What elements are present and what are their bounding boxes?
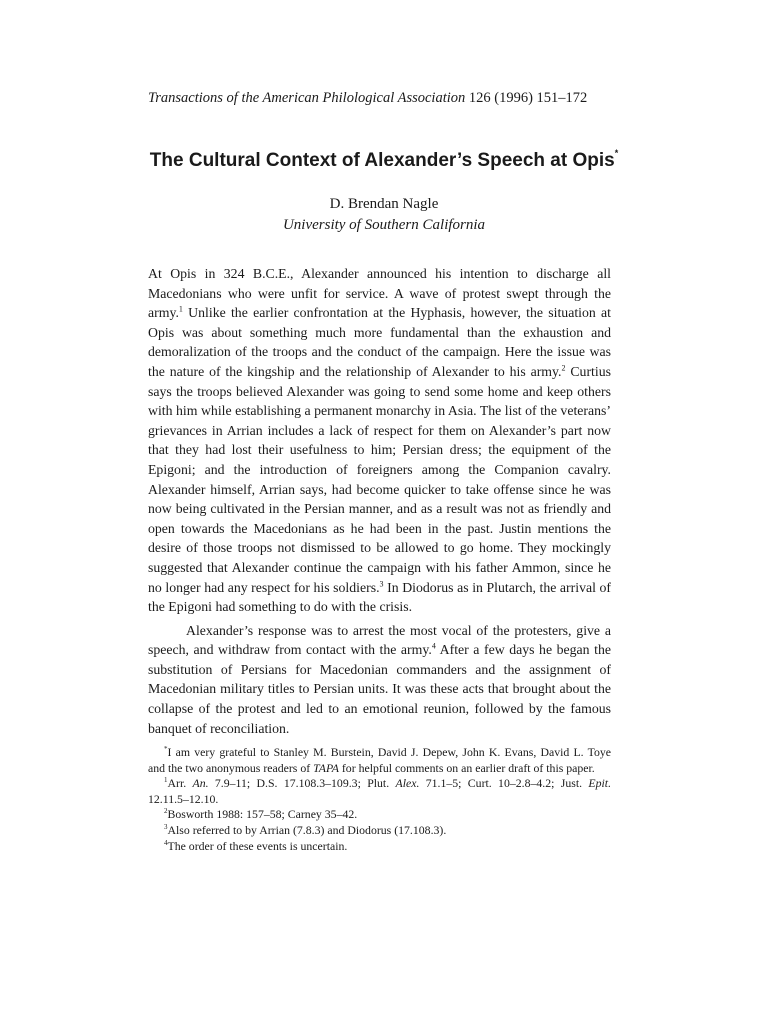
footnote-1-text-b: 7.9–11; D.S. 17.108.3–109.3; Plut. (208, 776, 396, 791)
paragraph-1-text-a: At Opis in 324 B.C.E., Alexander announced his intention to discharge all Macedonians who were unfit for service. A wave of protest swept through the army. (148, 266, 611, 321)
author-name: D. Brendan Nagle (329, 196, 439, 212)
footnote-star (148, 745, 611, 776)
footnotes (148, 745, 611, 854)
paragraph-1-text-b: Unlike the earlier confrontation at the Hyphasis, however, the situation at Opis was about something much more fundamental than the exhaustion and demoralization of the troops and the conduct of the campaign. Here the issue was the nature of the kingship and the relationship of Alexander to his army. (148, 305, 611, 379)
footnote-star-journal: TAPA (313, 760, 339, 775)
paragraph-2-text-b: After a few days he began the substitution of Persians for Macedonian commanders and the assignment of Macedonian military titles to Persian units. It was these acts that brought about the collapse of the protest and led to an emotional reunion, followed by the famous banquet of reconciliation. (148, 642, 611, 736)
footnote-1-mark: 1 (164, 776, 168, 785)
footnote-ref-4: 4 (431, 641, 436, 651)
footnote-1-italic-2: Alex. (395, 776, 420, 791)
paragraph-1-text-c: Curtius says the troops believed Alexander was going to send some home and keep others with him while establishing a permanent monarchy in Asia. The list of the veterans’ grievances in Arrian includes a lack of respect for them on Alexander’s part now that they had lost their usefulness to him; Persian dress; the equipment of the Epigoni; and the introduction of foreigners among the Companion cavalry. Alexander himself, Arrian says, had become quicker to take offense since he was now being cultivated in the Persian manner, and as a result was not as friendly and open towards the Macedonians as he had been in the past. Justin mentions the desire of those troops not dismissed to be allowed to go home. They mockingly suggested that Alexander continue the campaign with his father Ammon, since he no longer had any respect for his soldiers. (148, 363, 611, 595)
volume-year-pages: 126 (1996) 151–172 (468, 90, 588, 106)
title-footnote-mark: * (614, 148, 619, 158)
article-title (0, 150, 768, 172)
footnote-star-mark: * (164, 745, 168, 754)
footnote-star-text-b: for helpful comments on an earlier draft of this paper. (338, 760, 595, 775)
footnote-3-text: Also referred to by Arrian (7.8.3) and Diodorus (17.108.3). (167, 822, 447, 837)
journal-name: Transactions of the American Philological Association (148, 90, 466, 106)
paragraph-1-text-d: In Diodorus as in Plutarch, the arrival of the Epigoni had something to do with the crisis. (148, 579, 611, 615)
paragraph-1 (148, 264, 611, 617)
footnote-1-text-c: 71.1–5; Curt. 10–2.8–4.2; Just. (419, 776, 589, 791)
footnote-1-text-d: 12.11.5–12.10. (148, 791, 219, 806)
footnote-3-mark: 3 (164, 823, 168, 832)
footnote-ref-2: 2 (561, 363, 566, 373)
footnote-4 (148, 839, 611, 855)
footnote-1-text-a: Arr. (167, 776, 193, 791)
footnote-1-italic-1: An. (192, 776, 209, 791)
journal-citation-line (148, 90, 610, 107)
footnote-4-text: The order of these events is uncertain. (167, 838, 348, 853)
footnote-2-mark: 2 (164, 807, 168, 816)
article-title-text: The Cultural Context of Alexander’s Speech at Opis (149, 150, 615, 171)
footnote-1 (148, 776, 611, 807)
footnote-2 (148, 807, 611, 823)
footnote-ref-3: 3 (379, 578, 384, 588)
footnote-4-mark: 4 (164, 838, 168, 847)
footnote-star-text-a: I am very grateful to Stanley M. Burstein, David J. Depew, John K. Evans, David L. Toye and the two anonymous readers of (148, 745, 611, 775)
footnote-ref-1: 1 (178, 304, 183, 314)
footnote-2-text: Bosworth 1988: 157–58; Carney 35–42. (167, 807, 358, 822)
paragraph-2-text-a: Alexander’s response was to arrest the most vocal of the protesters, give a speech, and withdraw from contact with the army. (148, 622, 611, 658)
author-affiliation: University of Southern California (282, 217, 486, 233)
footnote-1-italic-3: Epit. (588, 776, 612, 791)
article-body (148, 264, 611, 738)
footnote-3 (148, 823, 611, 839)
paragraph-2 (148, 621, 611, 739)
